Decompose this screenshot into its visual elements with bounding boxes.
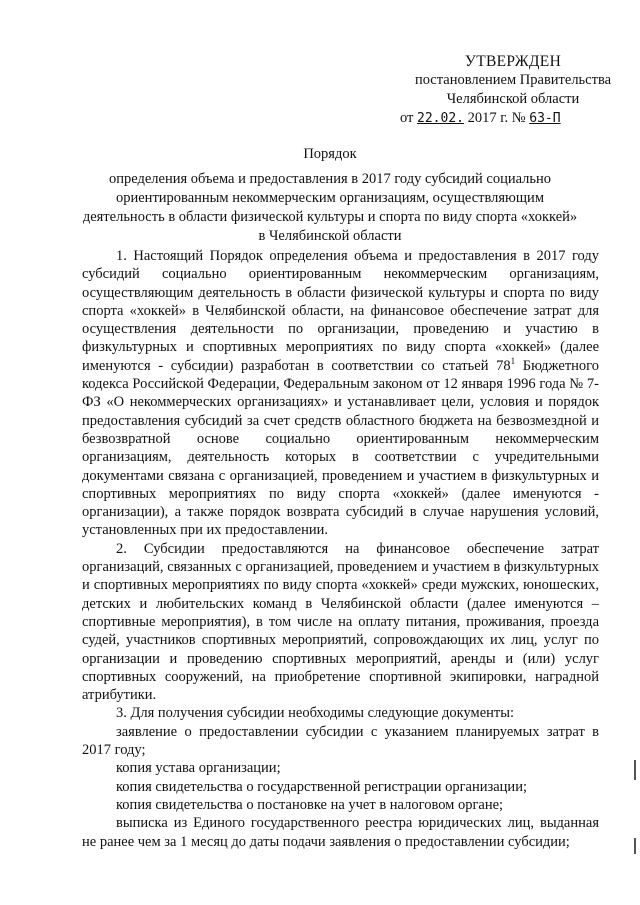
paragraph-7: копия свидетельства о постановке на учет в налоговом органе;: [116, 796, 504, 813]
paragraph-1-superscript: 1: [510, 355, 516, 366]
paragraph-1-part-a: 1. Настоящий Порядок определения объема и предоставления в 2017 году субсидий социально ориентированным некоммерческим организациям, осуществляющим деятельность в области физической культуры и спорта по виду спорта «хоккей» в Челябинской области, на финансовое обеспечение затрат для осуществления деятельности по организации, проведению и участию в физкультурных и спортивных мероприятиях по виду спорта «хоккей» (далее именуются - субсидии) разработан в соответствии со статьей 78: [82, 248, 599, 374]
title-subtitle: определения объема и предоставления в 2017 году субсидий социально ориентированным некоммерческим организациям, осуществляющим деятельность в области физической культуры и спорта по виду спорта «хоккей» в Челябинской области: [82, 171, 578, 244]
title-heading: Порядок: [303, 146, 357, 162]
paragraph-6: копия свидетельства о государственной регистрации организации;: [116, 778, 527, 795]
paragraph-5: копия устава организации;: [116, 760, 281, 777]
paragraph-2: 2. Субсидии предоставляются на финансовое обеспечение затрат организаций, связанных с организацией, проведением и участием в физкультурных и спортивных мероприятиях по виду спорта «хоккей» среди мужских, юношеских, детских и любительских команд в Челябинской области (далее именуются – спортивные мероприятия), в том числе на оплату питания, проживания, проезда судей, участников спортивных мероприятий, сопровождающих их лиц, услуг по организации и проведению спортивных мероприятий, аренды и (или) услуг спортивных сооружений, на приобретение спортивной экипировки, наградной атрибутики.: [82, 540, 599, 704]
approval-from: от: [400, 110, 414, 126]
paragraph-3: 3. Для получения субсидии необходимы следующие документы:: [116, 705, 515, 722]
approval-stamp: [398, 52, 628, 128]
paragraph-4: заявление о предоставлении субсидии с указанием планируемых затрат в 2017 году;: [82, 723, 599, 759]
approval-number: 63-П: [529, 111, 561, 126]
document-body: [82, 247, 599, 851]
approval-date-line: [398, 109, 628, 128]
paragraph-8: выписка из Единого государственного реестра юридических лиц, выданная не ранее чем за 1 месяц до даты подачи заявления о предоставлении субсидии;: [82, 815, 599, 850]
approval-line-2: Челябинской области: [446, 91, 580, 107]
approval-year: 2017 г. №: [467, 110, 526, 126]
approval-date: 22.02.: [417, 111, 464, 126]
scan-edge-mark: [634, 760, 636, 780]
scan-edge-mark: [634, 838, 636, 854]
document-title: [80, 145, 580, 246]
paragraph-1: [82, 247, 599, 540]
approval-line-1: постановлением Правительства: [414, 72, 612, 88]
approval-heading: УТВЕРЖДЕН: [464, 53, 562, 70]
paragraph-1-part-b: Бюджетного кодекса Российской Федерации, Федеральным законом от 12 января 1996 года № 7-ФЗ «О некоммерческих организациях» и устанавливает цели, условия и порядок предоставления субсидий за счет средств областного бюджета на безвозмездной и безвозвратной основе социально ориентированным некоммерческим организациям, деятельность которых в соответствии с учредительными документами связана с организацией, проведением и участием в физкультурных и спортивных мероприятиях по виду спорта «хоккей» (далее именуются - организации), а также порядок возврата субсидий в случае нарушения условий, установленных при их предоставлении.: [82, 357, 600, 539]
